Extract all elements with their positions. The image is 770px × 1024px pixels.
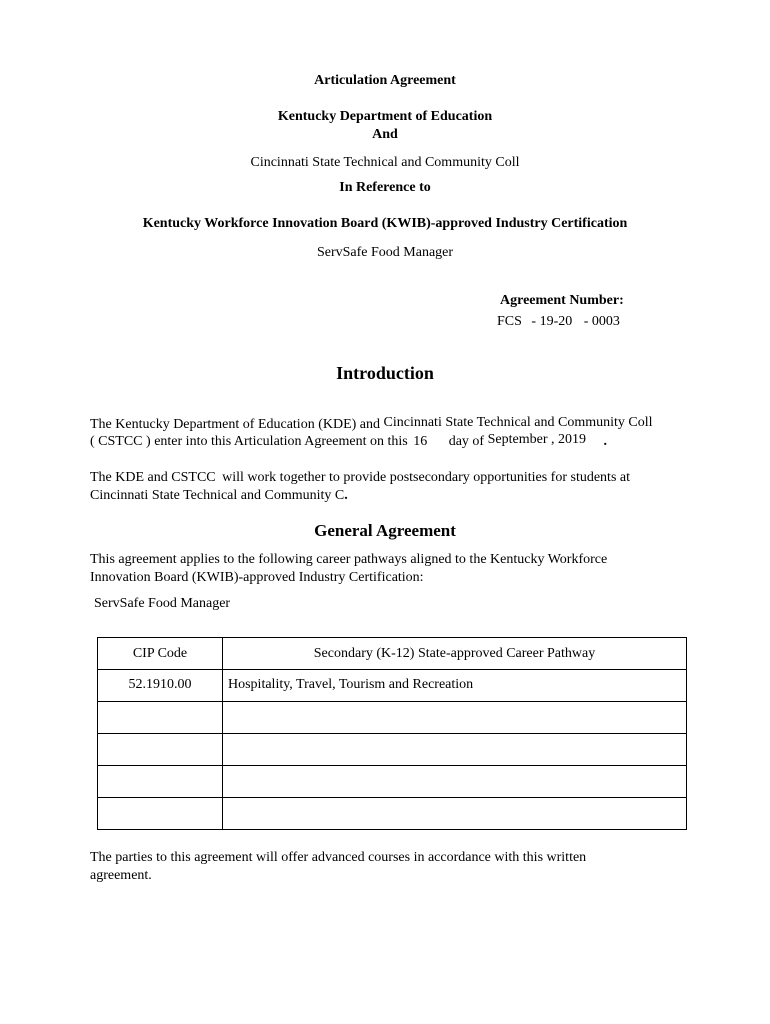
table-row — [98, 798, 687, 830]
intro-text-mid: ) enter into this Articulation Agreement on this — [146, 434, 408, 449]
career-pathway-cell: Hospitality, Travel, Tourism and Recreation — [223, 670, 687, 702]
certification-heading: Kentucky Workforce Innovation Board (KWIB)-approved Industry Certification — [142, 216, 628, 231]
intro-para2-text1: The KDE and — [90, 470, 168, 485]
header-career-pathway: Secondary (K-12) State-approved Career Pathway — [223, 638, 687, 670]
table-row — [98, 670, 687, 702]
cip-code-cell — [98, 766, 223, 798]
intro-para2-college: Cincinnati State Technical and Community C — [90, 488, 345, 503]
general-para-line2: Innovation Board (KWIB)-approved Industry Certification: — [90, 570, 424, 585]
introduction-heading: Introduction — [336, 363, 434, 383]
cip-code-cell: 52.1910.00 — [98, 670, 223, 702]
college-name-field: Cincinnati State Technical and Community Coll — [383, 415, 653, 430]
header-cip-code: CIP Code — [98, 638, 223, 670]
intro-para1-line2 — [90, 434, 607, 450]
career-pathway-cell — [223, 734, 687, 766]
cip-code-cell — [98, 798, 223, 830]
year-field: , 2019 — [550, 432, 586, 447]
conjunction-and: And — [372, 127, 398, 142]
intro-para2-abbrev: CSTCC — [171, 470, 216, 485]
cip-code-cell — [98, 734, 223, 766]
agreement-number-label: Agreement Number: — [500, 293, 624, 308]
table-row — [98, 702, 687, 734]
intro-para2-period: . — [344, 488, 348, 503]
general-certification: ServSafe Food Manager — [94, 596, 231, 611]
party-two-name: Cincinnati State Technical and Community Coll — [250, 155, 520, 170]
general-para-line1: This agreement applies to the following career pathways aligned to the Kentucky Workforce — [90, 552, 608, 567]
career-pathway-cell — [223, 702, 687, 734]
closing-line1: The parties to this agreement will offer advanced courses in accordance with this written — [90, 850, 587, 865]
party-one-name: Kentucky Department of Education — [277, 109, 493, 124]
certification-name: ServSafe Food Manager — [316, 245, 454, 260]
cip-code-cell — [98, 702, 223, 734]
table-row — [98, 734, 687, 766]
intro-para2-line2 — [90, 488, 348, 504]
day-field: 16 — [413, 434, 428, 449]
general-agreement-heading: General Agreement — [314, 521, 456, 540]
intro-para2-text2: will work together to provide postsecondary opportunities for students at — [222, 470, 630, 485]
career-pathway-table — [97, 637, 687, 830]
month-field: September — [487, 432, 548, 447]
agreement-number-year: - 19-20 — [531, 314, 573, 329]
table-header-row — [98, 638, 687, 670]
intro-para1-line1 — [90, 417, 653, 433]
table-row — [98, 766, 687, 798]
abbrev-field: CSTCC — [98, 434, 143, 449]
agreement-number-prefix: FCS — [497, 314, 522, 329]
open-paren: ( — [90, 434, 95, 449]
in-reference-label: In Reference to — [339, 180, 431, 195]
career-pathway-cell — [223, 798, 687, 830]
day-of-text: day of — [448, 434, 485, 449]
agreement-number — [497, 314, 620, 330]
intro-period: . — [603, 434, 607, 449]
intro-para2-line1 — [90, 470, 630, 486]
intro-text: The Kentucky Department of Education (KDE) and — [90, 417, 381, 432]
closing-line2: agreement. — [90, 868, 152, 883]
agreement-number-seq: - 0003 — [583, 314, 620, 329]
document-title: Articulation Agreement — [314, 73, 456, 88]
career-pathway-cell — [223, 766, 687, 798]
